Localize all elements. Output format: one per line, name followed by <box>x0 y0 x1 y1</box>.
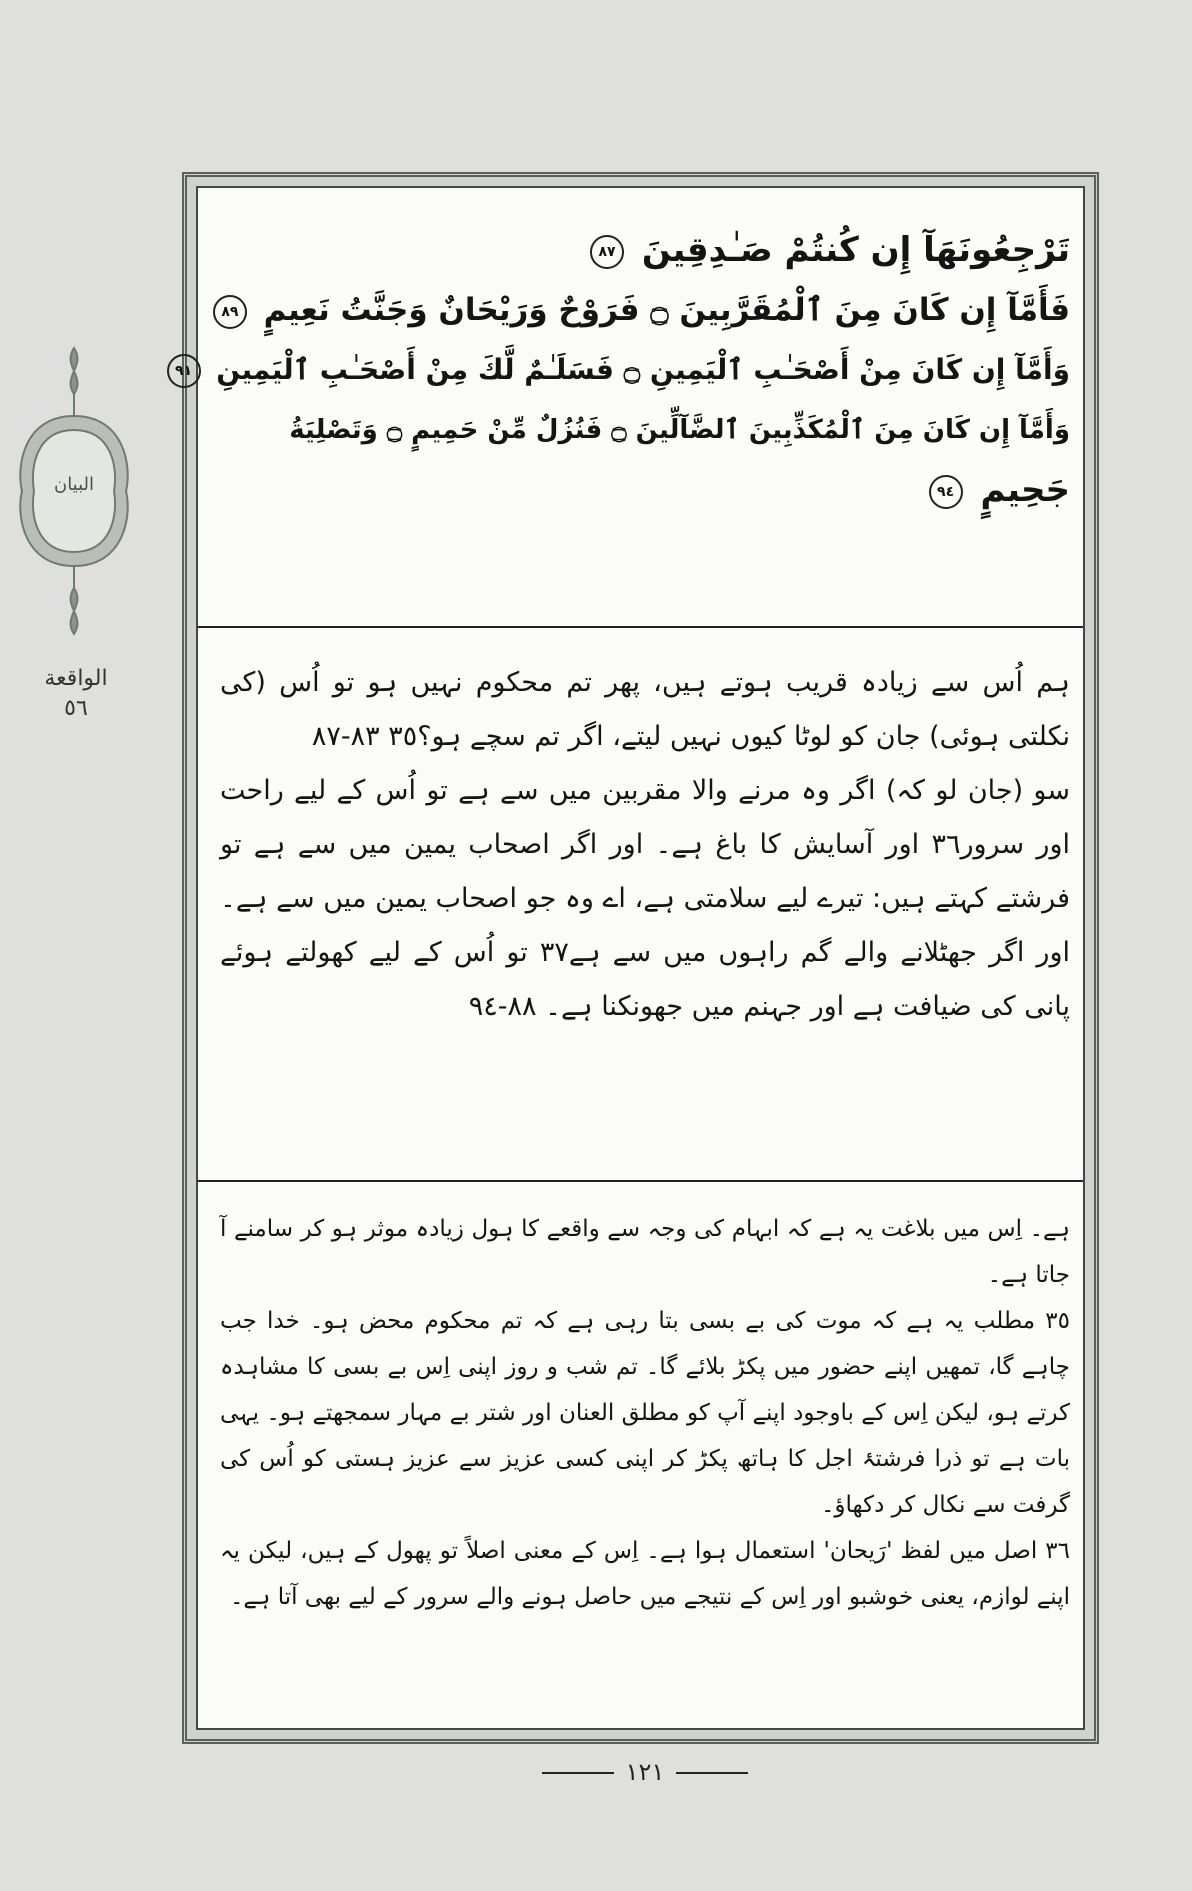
footnotes <box>220 1206 1070 1620</box>
dash-right <box>676 1772 748 1774</box>
ayah-number: ٨٧ <box>590 235 624 269</box>
footnote-paragraph: ٣٦ اصل میں لفظ 'رَیحان' استعمال ہوا ہے۔ اِس کے معنی اصلاً تو پھول کے ہیں، لیکن یہ اپنے لوازم، یعنی خوشبو اور اِس کے نتیجے میں حاصل ہونے والے سرور کے لیے بھی آتا ہے۔ <box>220 1538 1070 1610</box>
surah-marker <box>26 664 126 724</box>
ayah-markers-inline: ٨٨ ٩٠ ٩٢ ٩٣ <box>660 540 734 556</box>
divider-bottom <box>198 1180 1083 1182</box>
verse-line: وَأَمَّآ إِن كَانَ مِنْ أَصْحَـٰبِ ٱلْيَمِينِ ۝ فَسَلَـٰمٌ لَّكَ مِنْ أَصْحَـٰبِ ٱلْيَمِينِ ٩١ <box>215 340 1070 400</box>
verse-line: فَأَمَّآ إِن كَانَ مِنَ ٱلْمُقَرَّبِينَ ۝ فَرَوْحٌ وَرَيْحَانٌ وَجَنَّتُ نَعِيمٍ ٨٩ <box>215 280 1070 340</box>
dash-left <box>542 1772 614 1774</box>
footnote-paragraph: ہے۔ اِس میں بلاغت یہ ہے کہ ابہام کی وجہ سے واقعے کا ہول زیادہ موثر ہو کر سامنے آ جاتا ہے۔ <box>220 1216 1070 1288</box>
ayah-number: ٨٩ <box>213 295 247 329</box>
medallion-label: البيان <box>53 474 95 495</box>
translation-paragraph: ہم اُس سے زیادہ قریب ہوتے ہیں، پھر تم محکوم نہیں ہو تو اُس (کی نکلتی ہوئی) جان کو لوٹا کیوں نہیں لیتے، اگر تم سچے ہو؟٣٥ ٨٣-٨٧ <box>220 667 1070 752</box>
footnote-paragraph: ٣٥ مطلب یہ ہے کہ موت کی بے بسی بتا رہی ہے کہ تم محکوم محض ہو۔ خدا جب چاہے گا، تمھیں اپنے حضور میں پکڑ بلائے گا۔ تم شب و روز اپنی اِس بے بسی کا مشاہدہ کرتے ہو، لیکن اِس کے باوجود اپنے آپ کو مطلق العنان اور شتر بے مہار سمجھتے ہو۔ یہی بات ہے تو ذرا فرشتۂ اجل کا ہاتھ پکڑ کر اپنی کسی عزیز سے عزیز ہستی کو اُس کی گرفت سے نکال کر دکھاؤ۔ <box>220 1308 1070 1518</box>
page-number: ١٢١ <box>500 1758 790 1786</box>
arabic-verses <box>175 220 1070 520</box>
verse-line: تَرْجِعُونَهَآ إِن كُنتُمْ صَـٰدِقِينَ ٨٧ <box>215 220 1070 280</box>
surah-number: ٥٦ <box>64 696 88 721</box>
urdu-translation <box>220 656 1070 1034</box>
divider-top <box>198 626 1083 628</box>
ayah-number: ٩٤ <box>929 475 963 509</box>
translation-paragraph: سو (جان لو کہ) اگر وہ مرنے والا مقربین میں سے ہے تو اُس کے لیے راحت اور سرور٣٦ اور آسایش کا باغ ہے۔ اور اگر اصحاب یمین میں سے ہے تو فرشتے کہتے ہیں: تیرے لیے سلامتی ہے، اے وہ جو اصحاب یمین میں سے ہے۔ اور اگر جھٹلانے والے گم راہوں میں سے ہے٣٧ تو اُس کے لیے کھولتے ہوئے پانی کی ضیافت ہے اور جہنم میں جھونکنا ہے۔ ٨٨-٩٤ <box>220 775 1070 1022</box>
surah-name: الواقعة <box>44 666 108 691</box>
verse-line: جَحِيمٍ ٩٤ <box>215 460 1070 520</box>
ayah-number: ٩١ <box>167 354 201 388</box>
verse-line: وَأَمَّآ إِن كَانَ مِنَ ٱلْمُكَذِّبِينَ ٱلضَّآلِّينَ ۝ فَنُزُلٌ مِّنْ حَمِيمٍ ۝ وَتَصْلِيَةُ <box>289 415 1070 445</box>
